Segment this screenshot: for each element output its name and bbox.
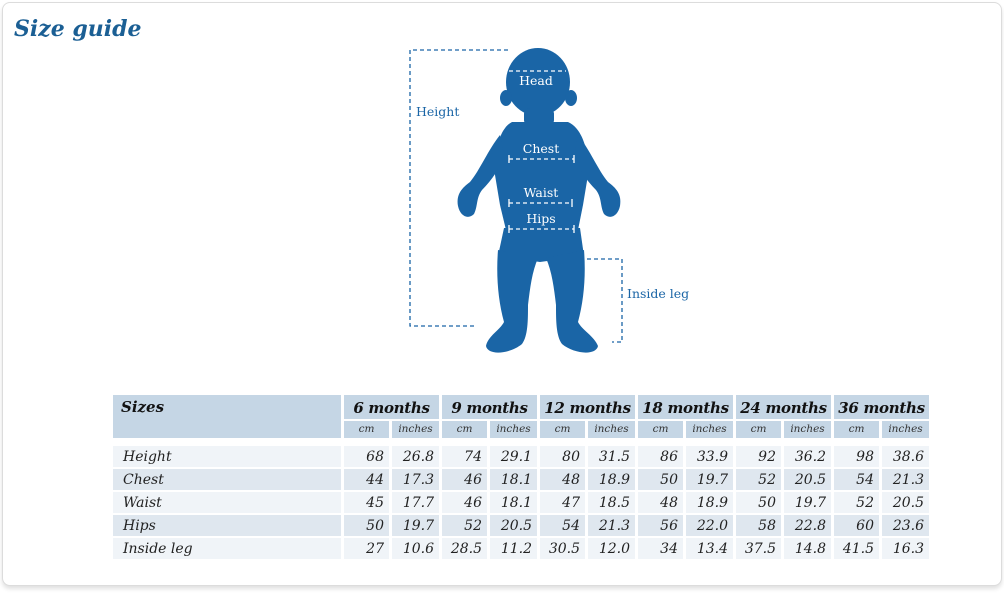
value-inches: 21.3 — [588, 515, 635, 536]
value-inches: 19.7 — [784, 492, 831, 513]
unit-inches-header: inches — [490, 421, 537, 438]
value-inches: 36.2 — [784, 446, 831, 467]
row-label: Height — [113, 446, 341, 467]
size-column-header: 6 months — [344, 395, 439, 419]
hips-label: Hips — [526, 211, 556, 226]
inside-leg-measure-line — [580, 259, 622, 342]
value-inches: 14.8 — [784, 538, 831, 559]
value-cm: 46 — [442, 469, 487, 490]
table-row — [113, 446, 929, 467]
value-inches: 11.2 — [490, 538, 537, 559]
value-inches: 18.1 — [490, 469, 537, 490]
value-inches: 18.9 — [588, 469, 635, 490]
value-inches: 16.3 — [882, 538, 929, 559]
value-cm: 56 — [638, 515, 683, 536]
value-inches: 33.9 — [686, 446, 733, 467]
value-inches: 18.9 — [686, 492, 733, 513]
table-row — [113, 492, 929, 513]
unit-cm-header: cm — [638, 421, 683, 438]
size-column-header: 12 months — [540, 395, 635, 419]
value-inches: 38.6 — [882, 446, 929, 467]
height-measure-line — [410, 50, 508, 326]
unit-inches-header: inches — [882, 421, 929, 438]
value-cm: 74 — [442, 446, 487, 467]
unit-cm-header: cm — [736, 421, 781, 438]
value-cm: 98 — [834, 446, 879, 467]
value-cm: 30.5 — [540, 538, 585, 559]
size-column-header: 24 months — [736, 395, 831, 419]
value-cm: 50 — [344, 515, 389, 536]
value-cm: 41.5 — [834, 538, 879, 559]
chest-label: Chest — [522, 141, 560, 156]
value-cm: 45 — [344, 492, 389, 513]
value-cm: 52 — [442, 515, 487, 536]
head-label: Head — [519, 73, 553, 88]
unit-inches-header: inches — [588, 421, 635, 438]
unit-cm-header: cm — [344, 421, 389, 438]
row-label: Hips — [113, 515, 341, 536]
row-label: Inside leg — [113, 538, 341, 559]
value-cm: 28.5 — [442, 538, 487, 559]
value-inches: 22.8 — [784, 515, 831, 536]
value-inches: 18.5 — [588, 492, 635, 513]
unit-cm-header: cm — [540, 421, 585, 438]
value-cm: 80 — [540, 446, 585, 467]
value-cm: 48 — [638, 492, 683, 513]
unit-cm-header: cm — [834, 421, 879, 438]
unit-inches-header: inches — [686, 421, 733, 438]
value-inches: 19.7 — [686, 469, 733, 490]
table-row — [113, 469, 929, 490]
size-column-header: 36 months — [834, 395, 929, 419]
value-inches: 20.5 — [784, 469, 831, 490]
page-title: Size guide — [14, 16, 142, 42]
value-cm: 27 — [344, 538, 389, 559]
size-table — [110, 393, 932, 561]
value-cm: 54 — [540, 515, 585, 536]
value-cm: 68 — [344, 446, 389, 467]
unit-cm-header: cm — [442, 421, 487, 438]
value-cm: 37.5 — [736, 538, 781, 559]
baby-silhouette-icon — [458, 48, 621, 353]
value-inches: 22.0 — [686, 515, 733, 536]
value-cm: 47 — [540, 492, 585, 513]
value-inches: 10.6 — [392, 538, 439, 559]
value-inches: 26.8 — [392, 446, 439, 467]
value-cm: 60 — [834, 515, 879, 536]
row-label: Waist — [113, 492, 341, 513]
value-cm: 52 — [834, 492, 879, 513]
value-inches: 18.1 — [490, 492, 537, 513]
value-cm: 58 — [736, 515, 781, 536]
unit-inches-header: inches — [784, 421, 831, 438]
value-inches: 23.6 — [882, 515, 929, 536]
row-label: Chest — [113, 469, 341, 490]
value-cm: 52 — [736, 469, 781, 490]
unit-inches-header: inches — [392, 421, 439, 438]
value-cm: 54 — [834, 469, 879, 490]
value-inches: 29.1 — [490, 446, 537, 467]
size-column-header: 18 months — [638, 395, 733, 419]
table-row — [113, 515, 929, 536]
value-inches: 17.3 — [392, 469, 439, 490]
value-inches: 13.4 — [686, 538, 733, 559]
value-cm: 50 — [736, 492, 781, 513]
value-inches: 20.5 — [490, 515, 537, 536]
value-inches: 12.0 — [588, 538, 635, 559]
value-inches: 21.3 — [882, 469, 929, 490]
size-column-header: 9 months — [442, 395, 537, 419]
value-cm: 44 — [344, 469, 389, 490]
waist-label: Waist — [523, 185, 559, 200]
value-cm: 48 — [540, 469, 585, 490]
value-cm: 50 — [638, 469, 683, 490]
value-cm: 46 — [442, 492, 487, 513]
table-row — [113, 538, 929, 559]
inside-leg-label: Inside leg — [627, 286, 690, 301]
value-inches: 17.7 — [392, 492, 439, 513]
sizes-header: Sizes — [113, 395, 341, 438]
value-cm: 86 — [638, 446, 683, 467]
height-label: Height — [416, 104, 460, 119]
value-cm: 34 — [638, 538, 683, 559]
value-cm: 92 — [736, 446, 781, 467]
value-inches: 31.5 — [588, 446, 635, 467]
value-inches: 19.7 — [392, 515, 439, 536]
value-inches: 20.5 — [882, 492, 929, 513]
